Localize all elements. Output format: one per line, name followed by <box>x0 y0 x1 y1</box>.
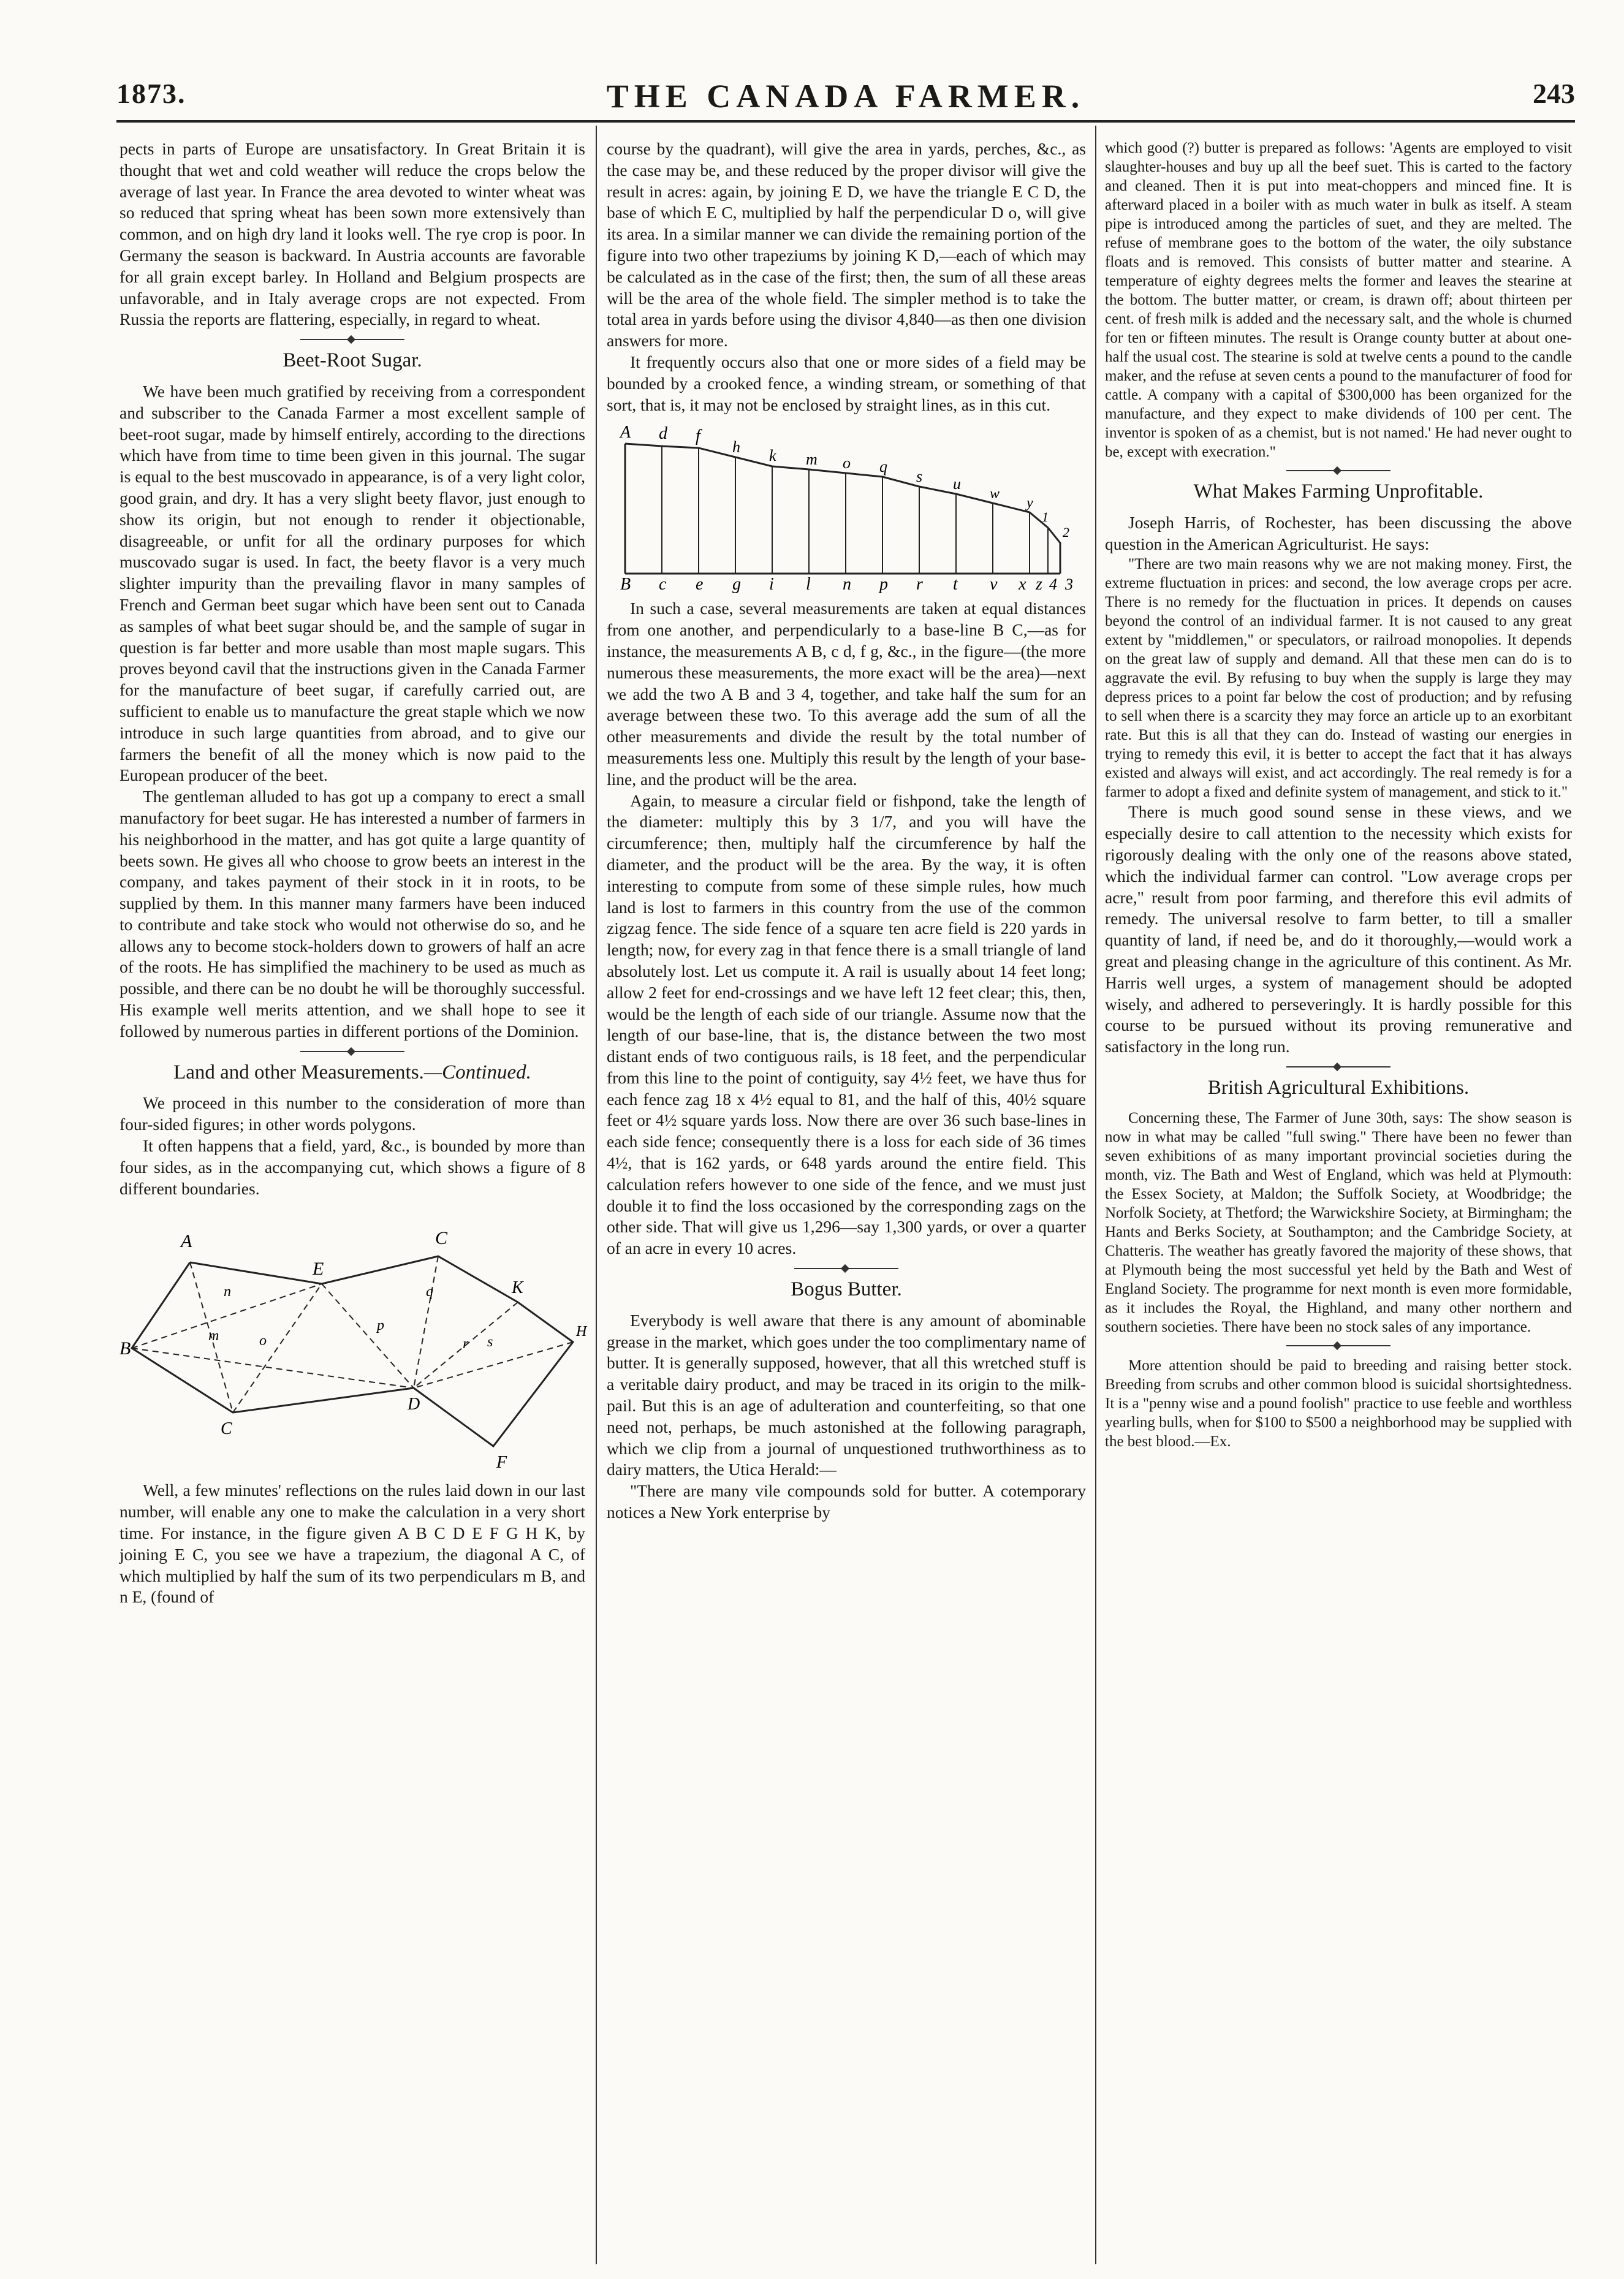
figure-label: E <box>313 1259 324 1280</box>
figure-label: i <box>769 575 774 594</box>
section-separator <box>1286 1066 1391 1070</box>
section-separator <box>1286 470 1391 474</box>
figure-label: t <box>953 575 958 594</box>
land-paragraph-2: It often happens that a field, yard, &c., is bounded by more than four sides, as in the accompanying cut, which shows a figure of 8 different boundaries. <box>120 1136 585 1198</box>
british-paragraph: Concerning these, The Farmer of June 30th, says: The show season is now in what may be called "full swing." There have been no fewer than seven exhibitions of as many important provincial societies during the month, viz. The Bath and West of England, which was held at Plymouth: the Essex Society, at Maldon; the Suffolk Society, at Woodbridge; the Norfolk Society, at Thetford; the Warwickshire Society, at Birmingham; the Hants and Berks Society, at Southampton; and the Cambridge Society, at Chatteris. The weather has greatly favored the majority of these shows, that at Plymouth being the most successful yet held by the Bath and West of England Society. The programme for next month is even more formidable, as it includes the Royal, the Highland, and many other northern and southern societies. There have been no stock sales of any importance. <box>1105 1109 1572 1335</box>
figure-label: x <box>1019 575 1026 594</box>
column-1 <box>120 138 585 1608</box>
figure-label: q <box>879 458 887 476</box>
section-separator <box>794 1268 898 1272</box>
bogus-quote-start: "There are many vile compounds sold for butter. A cotemporary notices a New York enterprise by <box>607 1481 1086 1522</box>
land-paragraph-3: Well, a few minutes' reflections on the rules laid down in our last number, will enable any one to make the calculation in a very short time. For instance, in the figure given A B C D E F G H K, by joining E C, you see we have a trapezium, the diagonal A C, of which multiplied by half the sum of its two perpendiculars m B, and n E, (found of <box>120 1481 585 1607</box>
column-divider-2 <box>1095 126 1096 2264</box>
heading-land-measurements <box>120 1062 585 1083</box>
figure-label: K <box>512 1278 523 1298</box>
section-separator <box>1286 1345 1391 1349</box>
figure-label: F <box>496 1453 507 1473</box>
figure-label: C <box>435 1228 448 1249</box>
figure-label: v <box>990 575 998 594</box>
figure-label: B <box>620 575 631 594</box>
measurement-method-paragraph: In such a case, several measurements are taken at equal distances from one another, and perpendicularly to a base-line B C,—as for instance, the measurements A B, c d, f g, &c., in the figure—(the more numerous these measurements, the more exact will be the area)—next we add the two A B and 3 4, together, and take half the sum for an average between these two. To this average add the sum of all the other measurements and divide the result by the total number of measurements less one. Multiply this result by the length of your base-line, and the product will be the area. <box>607 599 1086 789</box>
issue-year: 1873. <box>116 78 186 109</box>
figure-label: p <box>879 575 888 594</box>
figure-label: 2 <box>1063 525 1069 540</box>
land-paragraph-1: We proceed in this number to the consideration of more than four-sided figures; in other words polygons. <box>120 1093 585 1134</box>
bogus-paragraph-1: Everybody is well aware that there is any amount of abominable grease in the market, which goes under the too complimentary name of butter. It is generally supposed, however, that all this wretched stuff is a veritable dairy product, and may be traced in its origin to the milk-pail. But this is an age of adulteration and counterfeiting, so that one need not, perhaps, be much astonished at the following paragraph, which we clip from a journal of unquestioned truthworthiness as to dairy matters, the Utica Herald:— <box>607 1310 1086 1479</box>
figure-label: 4 <box>1049 575 1057 594</box>
land-continued-paragraph: course by the quadrant), will give the area in yards, perches, &c., as the case may be, and these reduced by the proper divisor will give the result in acres: again, by joining E D, we have the triangle E C D, the base of which E C, multiplied by half the perpendicular D o, will give its area. In a similar manner we can divide the remaining portion of the figure into two other trapeziums by joining K D,—each of which may be calculated as in the case of the first; then, the sum of all these areas will be the area of the whole field. The simpler method is to take the total area in yards before using the divisor 4,840—as then one division answers for more. <box>607 139 1086 351</box>
figure-label: h <box>732 438 740 457</box>
figure-label: l <box>806 575 811 594</box>
figure-label: o <box>843 454 851 472</box>
figure-label: q <box>426 1284 433 1300</box>
column-2 <box>607 138 1086 1523</box>
section-separator <box>300 339 404 343</box>
figure-label: s <box>916 468 923 486</box>
masthead <box>116 77 1575 126</box>
figure-label: e <box>696 575 704 594</box>
figure-label: y <box>1026 495 1033 512</box>
offset-measurement-figure <box>607 420 1086 592</box>
figure-label: B <box>120 1338 131 1359</box>
page-number: 243 <box>1533 78 1575 109</box>
figure-label: n <box>224 1284 231 1300</box>
newspaper-title: THE CANADA FARMER. <box>606 78 1085 115</box>
figure-label: c <box>659 575 667 594</box>
figure-label: p <box>377 1318 384 1334</box>
crop-report-continued: pects in parts of Europe are unsatisfactory. In Great Britain it is thought that wet and cold weather will reduce the crops below the average of last year. In France the area devoted to winter wheat was so reduced that spring wheat has been sown more extensively than common, and on high dry land it looks well. The rye crop is poor. In Germany the season is backward. In Austria accounts are favorable for all grain except barley. In Holland and Belgium prospects are unfavorable, and in Italy average crops are not expected. From Russia the reports are flattering, especially, in regard to wheat. <box>120 139 585 329</box>
figure-label: r <box>916 575 923 594</box>
heading-bogus-butter: Bogus Butter. <box>791 1278 902 1301</box>
column-divider-1 <box>596 126 597 2264</box>
figure-label: 3 <box>1065 575 1073 594</box>
section-separator <box>300 1051 404 1055</box>
figure-label: f <box>696 427 700 446</box>
figure-label: k <box>769 447 776 465</box>
figure-label: D <box>408 1395 420 1414</box>
figure-label: m <box>208 1328 219 1344</box>
figure-label: H <box>576 1324 587 1340</box>
figure-label: d <box>659 424 667 444</box>
figure-label: w <box>990 486 1000 502</box>
heading-british-exhibitions: British Agricultural Exhibitions. <box>1207 1076 1470 1099</box>
figure-label: s <box>487 1334 493 1351</box>
heading-farming-unprofitable: What Makes Farming Unprofitable. <box>1193 480 1484 502</box>
farming-intro: Joseph Harris, of Rochester, has been discussing the above question in the American Agriculturist. He says: <box>1105 512 1572 553</box>
heading-suffix: —Continued. <box>423 1061 531 1083</box>
circular-field-paragraph: Again, to measure a circular field or fishpond, take the length of the diameter: multiply this by 3 1/7, and you will have the circumference; then, multiply half the circumference by half the diameter, and the product will be the area. By the way, it is often interesting to compute from some of these simple rules, how much land is lost to farmers in this country from the use of the common zigzag fence. The side fence of a square ten acre field is 220 yards in length; now, for every zag in that fence there is a small triangle of land absolutely lost. Let us compute it. A rail is usually about 14 feet long; allow 2 feet for end-crossings and we have left 12 feet clear; this, then, would be the length of each side of our triangle. Assume now that the length of our base-line, that is, the distance between the two most distant ends of two contiguous rails, is 18 feet, and the perpendicular from this line to the point of contiguity, say 4½ feet, we have thus for each fence zag 18 x 4½ equal to 81, and the half of this, 40½ square feet or 4½ square yards loss. Now there are over 36 such base-lines in each side fence; consequently there is a loss for each side of 36 times 4½, that is 162 yards, or 648 yards around the entire field. This calculation refers however to one side of the fence, and we must just double it to find the loss occasioned by the corresponding zags on the other side. That will give us 1,296—say 1,300 yards, or over a quarter of an acre in every 10 acres. <box>607 791 1086 1258</box>
beet-paragraph-2: The gentleman alluded to has got up a company to erect a small manufactory for beet sugar. He has interested a number of farmers in his neighborhood in the matter, and has got quite a large quantity of beets sown. He gives all who choose to grow beets an interest in the company, and takes payment of their stock in it in roots, to be supplied by them. In this manner many farmers have been induced to contribute and take stock who would not otherwise do so, and he allows any to become stock-holders down to growers of half an acre of the roots. He has simplified the machinery to be used as much as possible, and there can be no doubt he will be thoroughly successful. His example well merits attention, and we shall hope to see it followed by numerous parties in different portions of the Dominion. <box>120 787 585 1041</box>
figure-label: n <box>843 575 851 594</box>
farming-commentary: There is much good sound sense in these views, and we especially desire to call attention to the necessity which exists for rigorously dealing with the only one of the reasons above stated, which the individual farmer can control. "Low average crops per acre," result from poor farming, and therefore this evil admits of remedy. The universal resolve to farm better, to till a smaller quantity of land, if need be, and do it thoroughly,—would work a great and pleasing change in the agriculture of this continent. As Mr. Harris well urges, a system of management should be adopted wisely, and adhered to perseveringly. It is hardly possible for this course to be pursued without its proving remunerative and satisfactory in the long run. <box>1105 802 1572 1056</box>
figure-label: A <box>181 1231 192 1252</box>
figure-label: A <box>620 423 631 442</box>
breeding-paragraph: More attention should be paid to breeding and raising better stock. Breeding from scrubs and other common blood is suicidal shortsightedness. It is a "penny wise and a pound foolish" practice to use feeble and worthless yearling bulls, when for $100 to $500 a neighborhood may be supplied with the best blood.—Ex. <box>1105 1357 1572 1450</box>
column-3 <box>1105 138 1572 1451</box>
beet-paragraph-1: We have been much gratified by receiving from a correspondent and subscriber to the Canada Farmer a most excellent sample of beet-root sugar, made by himself entirely, according to the directions which have from time to time been given in this journal. The sugar is equal to the best muscovado in appearance, is of a very light color, good grain, and dry. It has a very slight beety flavor, just enough to show its origin, but not enough to render it objectionable, disagreeable, or unfit for all the ordinary purposes for which muscovado sugar is used. In fact, the beety flavor is a very much slighter impurity than the prevailing flavor in many samples of French and German beet sugar which have been sent out to Canada as samples of what beet sugar should be, and the sample of sugar in question is far better and more usable than most maple sugars. This proves beyond cavil that the instructions given in the Canada Farmer for the manufacture of beet sugar, if carefully carried out, are sufficient to enable us to manufacture the great staple which we now introduce in such large quantities from abroad, and to give our farmers the benefit of all the money which is now paid to the European producer of the beet. <box>120 381 585 785</box>
heading-beet-root-sugar: Beet-Root Sugar. <box>283 349 422 372</box>
polygon-field-figure <box>120 1204 585 1474</box>
figure-label: 1 <box>1042 509 1049 525</box>
heading-text: Land and other Measurements. <box>173 1061 424 1083</box>
figure-label: u <box>953 475 961 493</box>
crooked-fence-paragraph: It frequently occurs also that one or more sides of a field may be bounded by a crooked fence, a winding stream, or something of that sort, that is, it may not be enclosed by straight lines, as in this cut. <box>607 352 1086 414</box>
figure-label: r <box>463 1336 469 1352</box>
figure-label: z <box>1036 575 1042 594</box>
bogus-quote-continued: which good (?) butter is prepared as follows: 'Agents are employed to visit slaughter-houses and buy up all the beef suet. This is carted to the factory and cleaned. Then it is put into meat-choppers and minced fine. It is afterward placed in a boiler with as much water in bulk as itself. A steam pipe is introduced among the particles of suet, and they are melted. The refuse of membrane goes to the bottom of the water, the oily substance floats and is removed. This consists of butter matter and stearine. A temperature of eighty degrees melts the former and leaves the stearine at the bottom. The butter matter, or cream, is drawn off; about thirteen per cent. of fresh milk is added and the necessary salt, and the whole is churned for ten or fifteen minutes. The result is Orange county butter at about one-half the usual cost. The stearine is sold at twelve cents a pound to the candle maker, and the refuse at seven cents a pound to the manufacturer of food for cattle. A company with a capital of $300,000 has been organized for the manufacture, and they expect to make dividends of 100 per cent. The inventor is spoken of as a chemist, but is not named.' He had never ought to be, except with execration." <box>1105 140 1572 460</box>
figure-label: o <box>259 1333 267 1349</box>
harris-quote: "There are two main reasons why we are not making money. First, the extreme fluctuation in prices: and second, the low average crops per acre. There is no remedy for the fluctuation in prices. It depends on causes beyond the control of an individual farmer. It is not caused to any great extent by "middlemen," or speculators, or railroad monopolies. It depends on the great law of supply and demand. All that these men can do is to aggravate the evil. By refusing to buy when the supply is large they may depress prices to a point far below the cost of production; and by refusing to sell when there is a scarcity they may force an article up to an exorbitant rate. But this is all that they can do. Instead of wasting our energies in trying to remedy this evil, it is better to accept the fact that it has always existed and always will exist, and act accordingly. The real remedy is for a farmer to adopt a fixed and definite system of management, and stick to it." <box>1105 556 1572 801</box>
header-rule <box>116 120 1575 123</box>
figure-label: m <box>806 450 818 469</box>
figure-label: g <box>732 575 741 594</box>
figure-label: C <box>221 1419 232 1439</box>
